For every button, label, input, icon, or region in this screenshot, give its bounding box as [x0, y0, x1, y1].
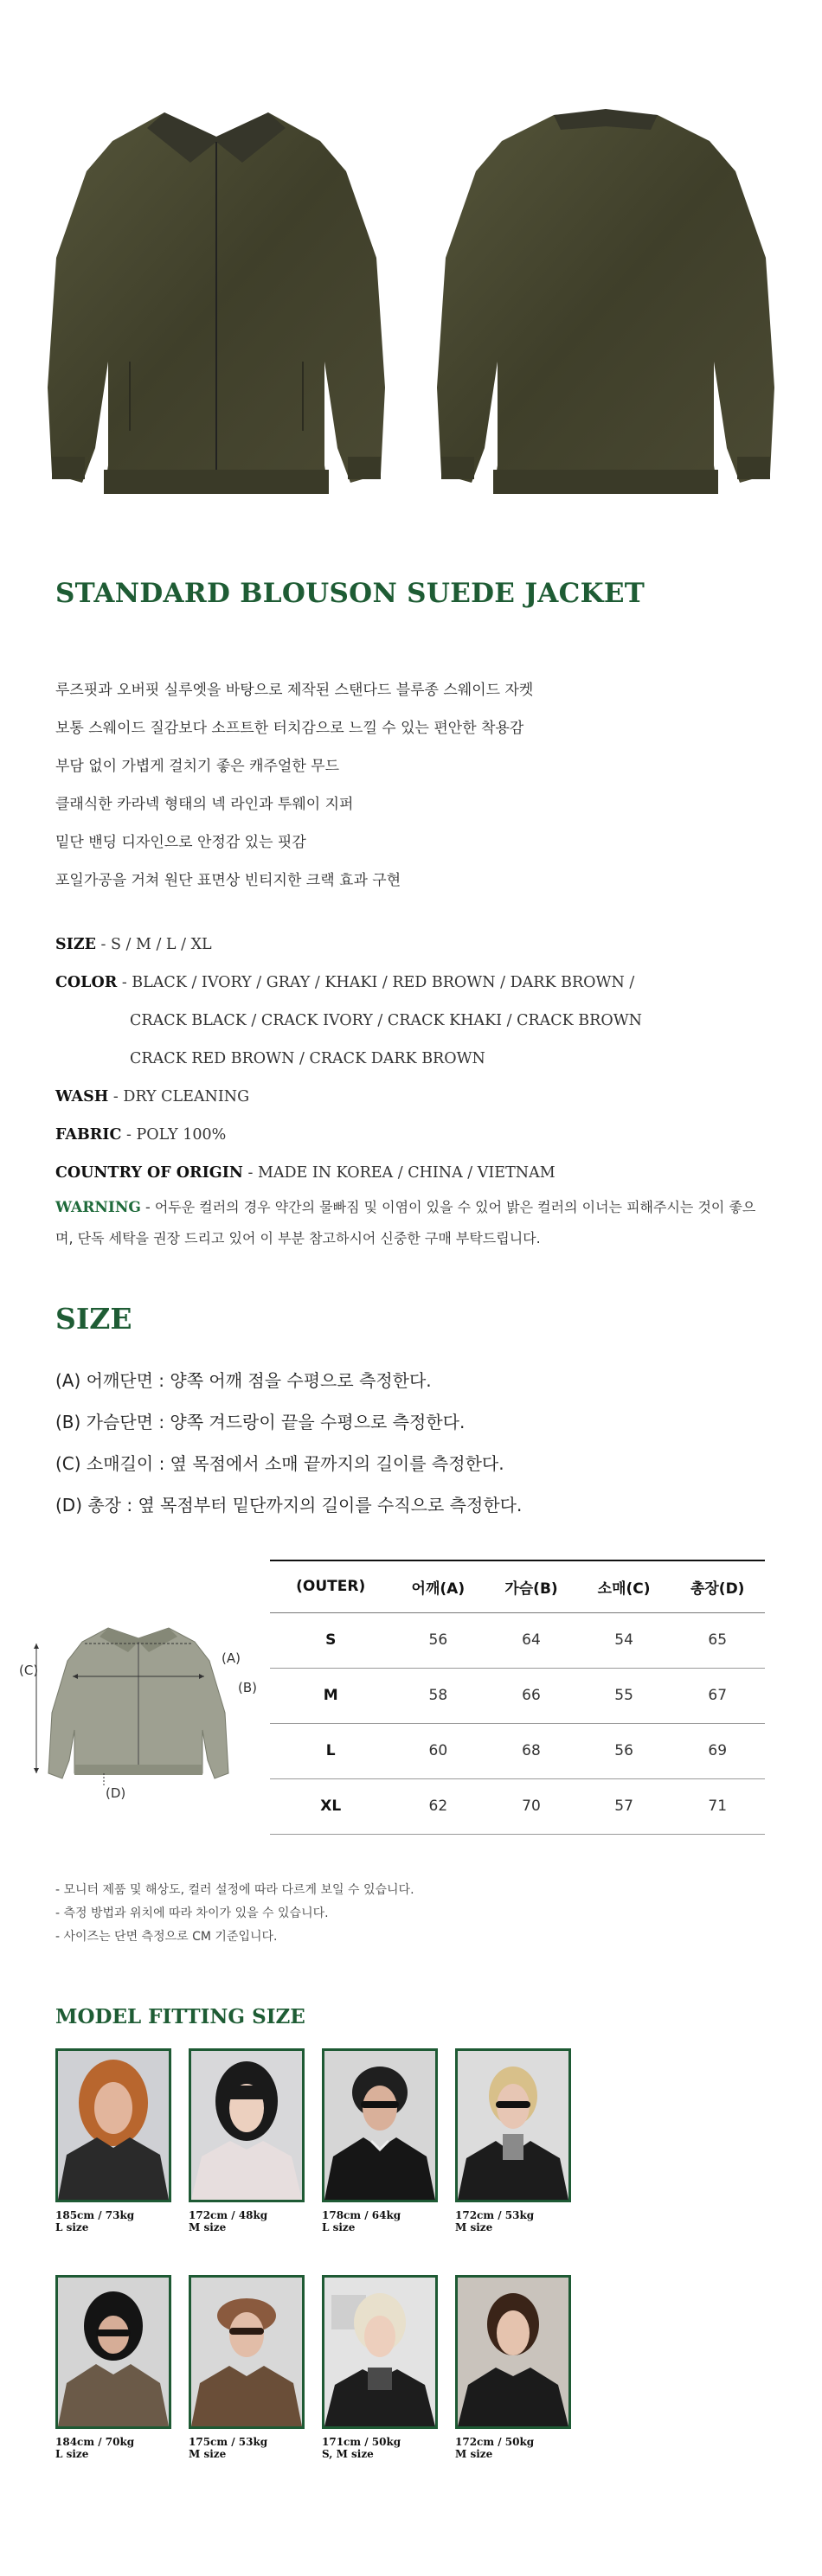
measurement-line: (A) 어깨단면 : 양쪽 어깨 점을 수평으로 측정한다.	[55, 1370, 432, 1391]
diagram-label-c: (C)	[19, 1663, 39, 1678]
model-photo	[322, 2048, 438, 2202]
value-cell: 71	[670, 1778, 765, 1834]
spec-value: - S / M / L / XL	[95, 936, 212, 953]
model-size: M size	[455, 2448, 493, 2460]
model-size: L size	[55, 2448, 89, 2460]
model-size: L size	[55, 2221, 89, 2233]
value-cell: 67	[670, 1668, 765, 1723]
col-header: (OUTER)	[270, 1560, 391, 1612]
value-cell: 62	[391, 1778, 485, 1834]
spec-value: CRACK BLACK / CRACK IVORY / CRACK KHAKI / CRACK BROWN	[130, 1012, 642, 1029]
value-cell: 60	[391, 1723, 485, 1778]
description-line: 클래식한 카라넥 형태의 넥 라인과 투웨이 지퍼	[55, 796, 354, 813]
value-cell: 57	[578, 1778, 671, 1834]
model-photo	[55, 2048, 171, 2202]
note-line: - 모니터 제품 및 해상도, 컬러 설정에 따라 다르게 보일 수 있습니다.	[55, 1883, 414, 1897]
size-table	[270, 1560, 765, 1835]
col-header: 어깨(A)	[391, 1560, 485, 1612]
model-photo	[189, 2275, 305, 2429]
table-row	[270, 1723, 765, 1778]
table-row	[270, 1612, 765, 1668]
model-stats: 172cm / 50kg	[455, 2436, 535, 2448]
value-cell: 55	[578, 1668, 671, 1723]
value-cell: 54	[578, 1612, 671, 1668]
model-stats: 184cm / 70kg	[55, 2436, 135, 2448]
description-line: 부담 없이 가볍게 걸치기 좋은 캐주얼한 무드	[55, 758, 340, 775]
table-row	[270, 1778, 765, 1834]
spec-fabric	[55, 1116, 782, 1154]
col-header: 총장(D)	[670, 1560, 765, 1612]
spec-value: - BLACK / IVORY / GRAY / KHAKI / RED BROWN / DARK BROWN /	[117, 974, 635, 991]
value-cell: 69	[670, 1723, 765, 1778]
model-photo	[322, 2275, 438, 2429]
care-warning	[55, 1192, 765, 1254]
model-size: M size	[455, 2221, 493, 2233]
model-stats: 185cm / 73kg	[55, 2209, 135, 2221]
model-photo	[455, 2048, 571, 2202]
size-notes	[55, 1879, 765, 1949]
diagram-label-b: (B)	[238, 1680, 257, 1695]
model-card	[455, 2275, 571, 2460]
description-line: 밑단 밴딩 디자인으로 안정감 있는 핏감	[55, 834, 306, 851]
spec-label: FABRIC	[55, 1126, 122, 1144]
model-size: M size	[189, 2448, 227, 2460]
model-card	[322, 2275, 438, 2460]
model-size: S, M size	[322, 2448, 374, 2460]
model-card	[455, 2048, 571, 2233]
warning-label: WARNING	[55, 1199, 141, 1216]
model-size: M size	[189, 2221, 227, 2233]
spec-wash	[55, 1078, 782, 1116]
note-line: - 측정 방법과 위치에 따라 차이가 있을 수 있습니다.	[55, 1906, 329, 1920]
size-table-header	[270, 1560, 765, 1612]
value-cell: 58	[391, 1668, 485, 1723]
model-size: L size	[322, 2221, 356, 2233]
description-line: 포일가공을 거쳐 원단 표면상 빈티지한 크랙 효과 구현	[55, 872, 401, 889]
value-cell: 65	[670, 1612, 765, 1668]
size-cell: XL	[270, 1778, 391, 1834]
spec-label: COUNTRY OF ORIGIN	[55, 1164, 243, 1182]
col-header: 가슴(B)	[485, 1560, 578, 1612]
description-line: 루즈핏과 오버핏 실루엣을 바탕으로 제작된 스탠다드 블루종 스웨이드 자켓	[55, 682, 534, 699]
model-stats: 178cm / 64kg	[322, 2209, 401, 2221]
model-stats: 171cm / 50kg	[322, 2436, 401, 2448]
size-cell: L	[270, 1723, 391, 1778]
spec-value: - MADE IN KOREA / CHINA / VIETNAM	[242, 1164, 555, 1182]
spec-label: SIZE	[55, 936, 96, 953]
value-cell: 68	[485, 1723, 578, 1778]
product-specs	[55, 926, 782, 1192]
note-line: - 사이즈는 단면 측정으로 CM 기준입니다.	[55, 1930, 278, 1944]
model-photo	[189, 2048, 305, 2202]
model-stats: 175cm / 53kg	[189, 2436, 268, 2448]
value-cell: 56	[391, 1612, 485, 1668]
spec-size	[55, 926, 782, 964]
model-fitting-title: MODEL FITTING SIZE	[55, 2005, 305, 2028]
warning-text: - 어두운 컬러의 경우 약간의 물빠짐 및 이염이 있을 수 있어 밝은 컬러의 이너는 피해주시는 것이 좋으며, 단독 세탁을 권장 드리고 있어 이 부분 참고하시어 신중한 구매 부탁드립니다.	[55, 1199, 756, 1246]
spec-value: - DRY CLEANING	[108, 1088, 250, 1105]
model-card	[55, 2275, 171, 2460]
diagram-label-a: (A)	[222, 1650, 241, 1666]
jacket-back-image	[424, 102, 787, 509]
model-card	[55, 2048, 171, 2233]
model-photo	[55, 2275, 171, 2429]
jacket-front-image	[35, 102, 398, 509]
model-card	[189, 2048, 305, 2233]
spec-color-cont	[55, 1002, 782, 1040]
col-header: 소매(C)	[578, 1560, 671, 1612]
table-row	[270, 1668, 765, 1723]
product-photos	[0, 0, 822, 536]
spec-label: WASH	[55, 1088, 109, 1105]
product-title: STANDARD BLOUSON SUEDE JACKET	[55, 578, 645, 609]
spec-origin	[55, 1154, 782, 1192]
spec-value: - POLY 100%	[121, 1126, 227, 1144]
value-cell: 70	[485, 1778, 578, 1834]
model-card	[189, 2275, 305, 2460]
value-cell: 64	[485, 1612, 578, 1668]
size-section-title: SIZE	[55, 1302, 132, 1336]
description-line: 보통 스웨이드 질감보다 소프트한 터치감으로 느낄 수 있는 편안한 착용감	[55, 720, 524, 737]
size-cell: M	[270, 1668, 391, 1723]
measurement-line: (D) 총장 : 옆 목점부터 밑단까지의 길이를 수직으로 측정한다.	[55, 1495, 523, 1515]
spec-color-cont	[55, 1040, 782, 1078]
model-stats: 172cm / 53kg	[455, 2209, 535, 2221]
measurement-line: (B) 가슴단면 : 양쪽 겨드랑이 끝을 수평으로 측정한다.	[55, 1412, 466, 1432]
spec-value: CRACK RED BROWN / CRACK DARK BROWN	[130, 1050, 485, 1067]
value-cell: 66	[485, 1668, 578, 1723]
spec-label: COLOR	[55, 974, 118, 991]
product-description	[55, 671, 765, 900]
size-cell: S	[270, 1612, 391, 1668]
spec-color	[55, 964, 782, 1002]
model-card	[322, 2048, 438, 2233]
measurement-guide	[55, 1360, 765, 1526]
measurement-line: (C) 소매길이 : 옆 목점에서 소매 끝까지의 길이를 측정한다.	[55, 1453, 504, 1474]
size-diagram	[17, 1609, 268, 1799]
model-stats: 172cm / 48kg	[189, 2209, 268, 2221]
jacket-outline-image	[17, 1609, 268, 1799]
model-photo	[455, 2275, 571, 2429]
diagram-label-d: (D)	[106, 1785, 126, 1801]
value-cell: 56	[578, 1723, 671, 1778]
